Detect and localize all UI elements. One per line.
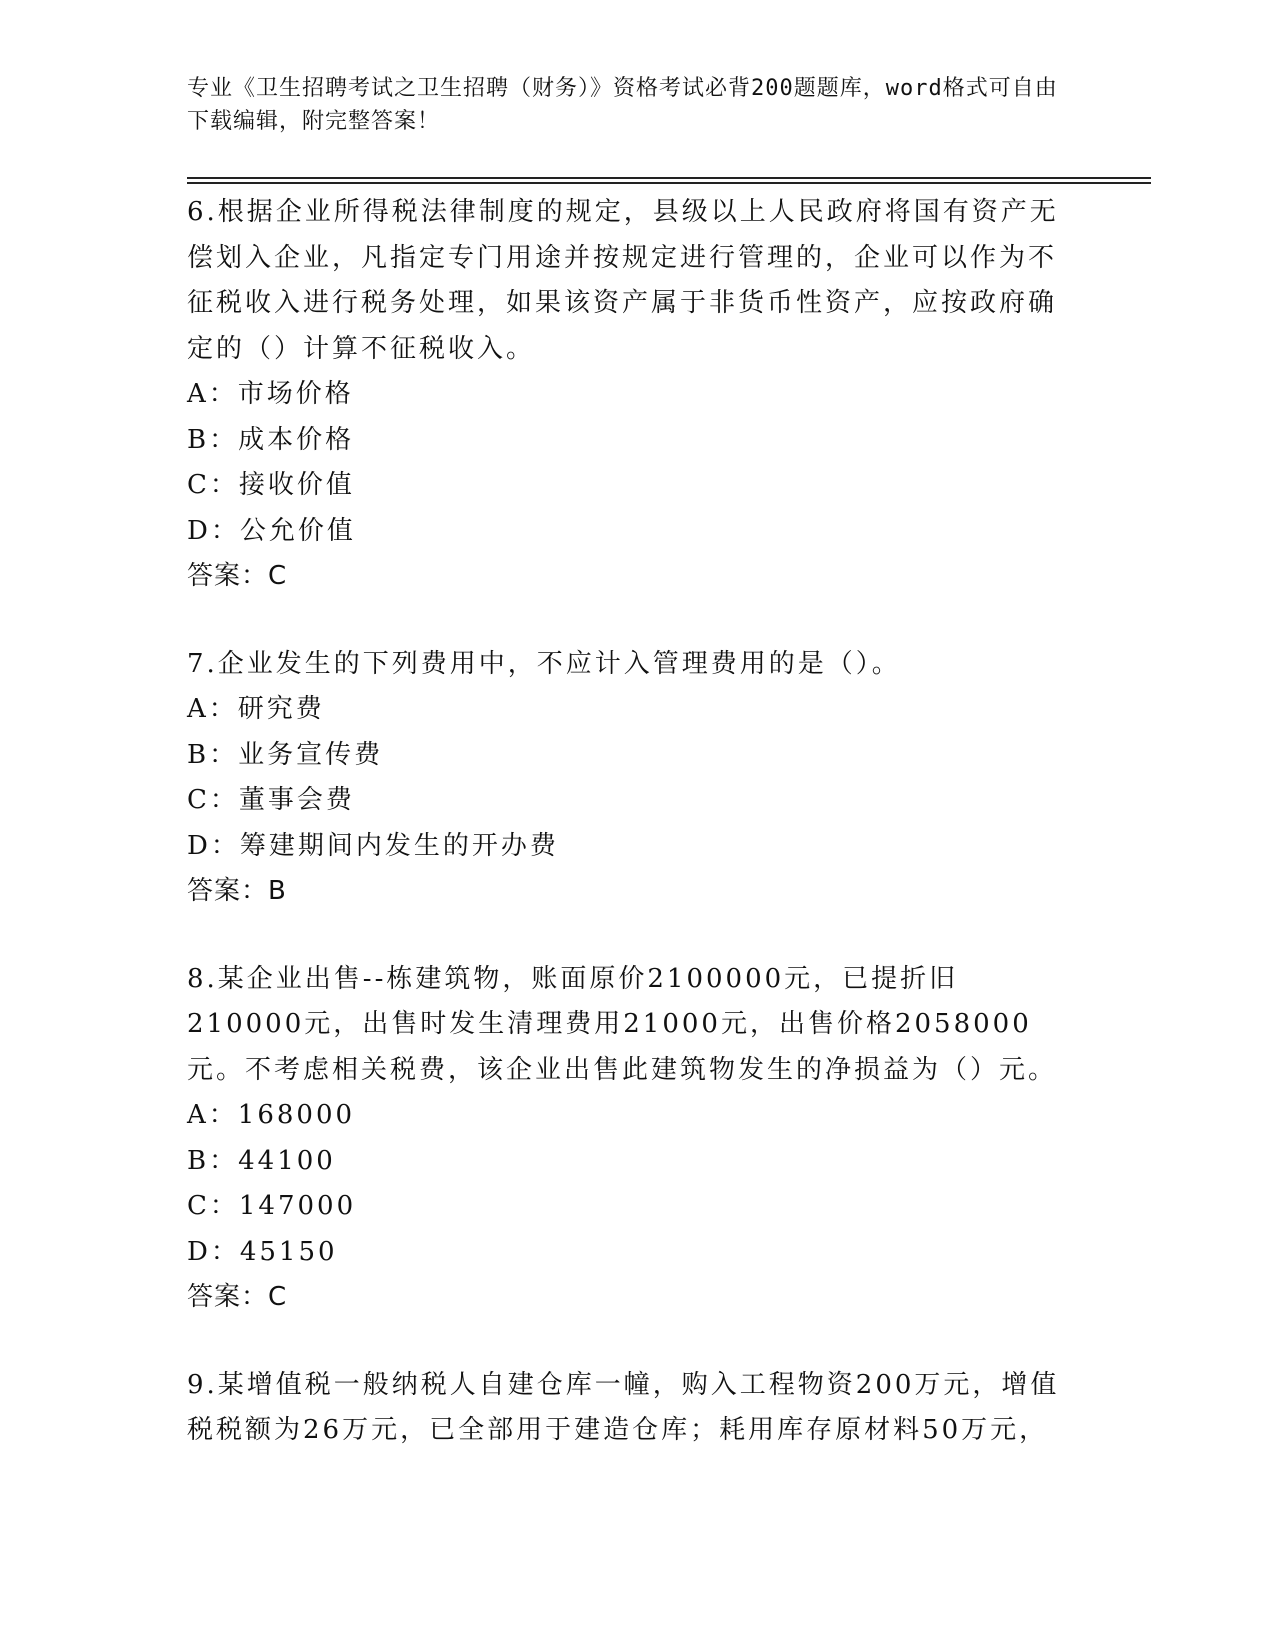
option-a: A：研究费: [187, 694, 325, 724]
document-header: [187, 72, 1067, 138]
question-stem: 9.某增值税一般纳税人自建仓库一幢，购入工程物资200万元，增值税税额为26万元，已全部用于建造仓库；耗用库存原材料50万元，: [187, 1369, 1060, 1445]
option-d: D：公允价值: [187, 515, 356, 546]
option-b: B：44100: [187, 1145, 336, 1176]
question-list: [187, 190, 1067, 1496]
question-stem: 7.企业发生的下列费用中，不应计入管理费用的是（）。: [187, 648, 901, 679]
question-8: [187, 957, 1067, 1321]
option-c: C：147000: [187, 1191, 357, 1221]
option-a: A：市场价格: [187, 379, 354, 409]
option-d: D：45150: [187, 1236, 338, 1267]
option-b: B：业务宣传费: [187, 739, 384, 770]
question-stem: 8.某企业出售--栋建筑物，账面原价2100000元，已提折旧210000元，出售时发生清理费用21000元，出售价格2058000元。不考虑相关税费，该企业出售此建筑物发生的净损益为（）元。: [187, 963, 1058, 1085]
option-c: C：接收价值: [187, 470, 355, 500]
header-text: 专业《卫生招聘考试之卫生招聘（财务）》资格考试必背200题题库，word格式可自由下载编辑，附完整答案！: [187, 76, 1058, 134]
option-c: C：董事会费: [187, 785, 355, 815]
option-d: D：筹建期间内发生的开办费: [187, 830, 559, 861]
question-9: [187, 1363, 1067, 1454]
answer-line: 答案：B: [187, 876, 287, 906]
header-divider-bottom: [187, 182, 1151, 184]
header-divider-top: [187, 177, 1151, 179]
question-stem: 6.根据企业所得税法律制度的规定，县级以上人民政府将国有资产无偿划入企业，凡指定专门用途并按规定进行管理的，企业可以作为不征税收入进行税务处理，如果该资产属于非货币性资产，应按政府确定的（）计算不征税收入。: [187, 197, 1059, 364]
question-6: [187, 190, 1067, 600]
option-b: B：成本价格: [187, 424, 355, 455]
question-7: [187, 642, 1067, 915]
option-a: A：168000: [187, 1100, 356, 1130]
answer-line: 答案：C: [187, 561, 288, 591]
answer-line: 答案：C: [187, 1282, 288, 1312]
